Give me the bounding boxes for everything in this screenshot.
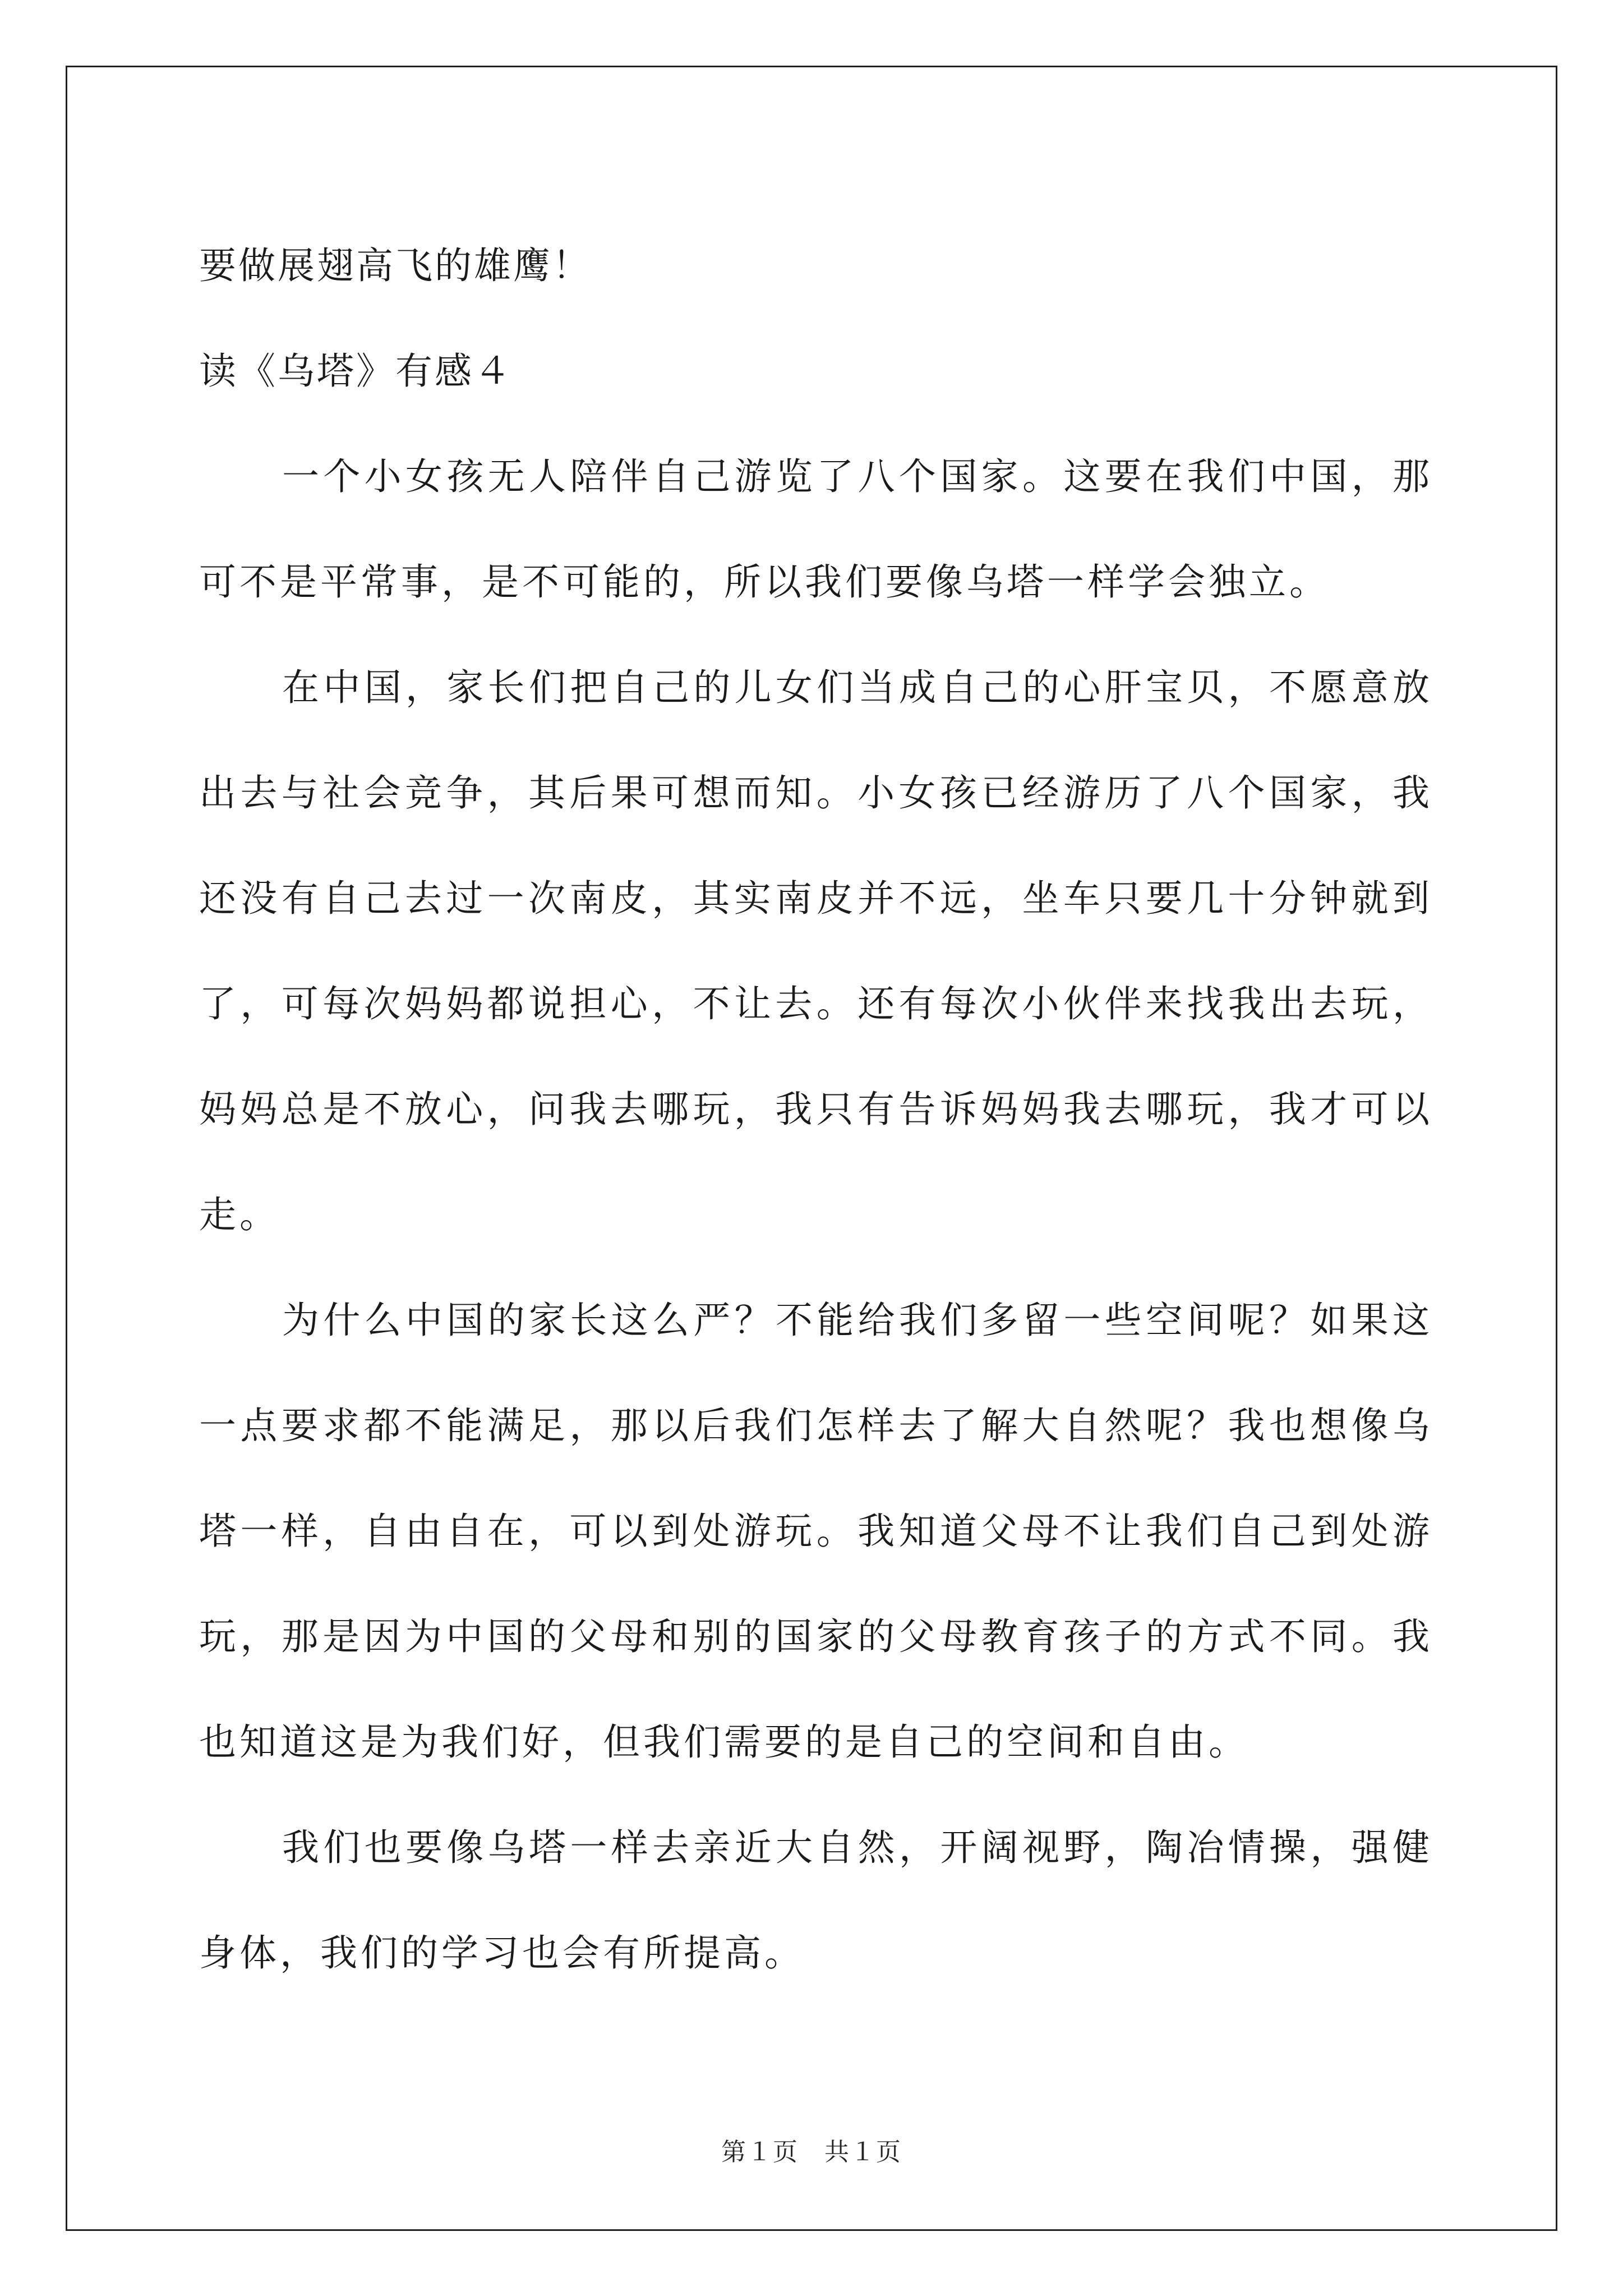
paragraph: 在中国，家长们把自己的儿女们当成自己的心肝宝贝，不愿意放出去与社会竞争，其后果可想而知。小女孩已经游历了八个国家，我还没有自己去过一次南皮，其实南皮并不远，坐车只要几十分钟就到了，可每次妈妈都说担心，不让去。还有每次小伙伴来找我出去玩，妈妈总是不放心，问我去哪玩，我只有告诉妈妈我去哪玩，我才可以走。 (199, 666, 1433, 1236)
paragraph: 为什么中国的家长这么严？不能给我们多留一些空间呢？如果这一点要求都不能满足，那以后我们怎样去了解大自然呢？我也想像乌塔一样，自由自在，可以到处游玩。我知道父母不让我们自己到处游玩，那是因为中国的父母和别的国家的父母教育孩子的方式不同。我也知道这是为我们好，但我们需要的是自己的空间和自由。 (199, 1299, 1433, 1764)
lead-line: 要做展翅高飞的雄鹰！ (199, 244, 592, 287)
paragraph: 我们也要像乌塔一样去亲近大自然，开阔视野，陶冶情操，强健身体，我们的学习也会有所提高。 (199, 1826, 1433, 1975)
page-footer: 第１页 共１页 (721, 2138, 902, 2166)
section-title: 读《乌塔》有感４ (199, 349, 513, 393)
document-body (199, 213, 1433, 2006)
paragraph: 一个小女孩无人陪伴自己游览了八个国家。这要在我们中国，那可不是平常事，是不可能的，所以我们要像乌塔一样学会独立。 (199, 455, 1433, 604)
